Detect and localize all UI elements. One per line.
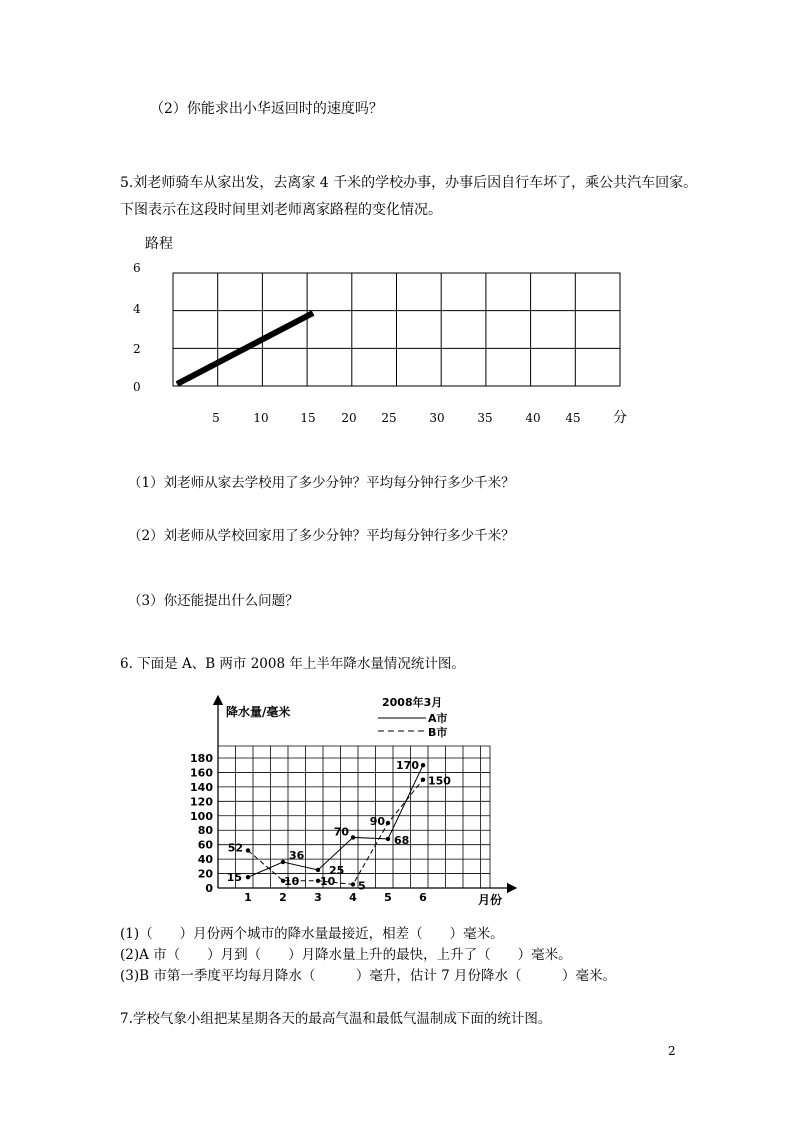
chart2-grid [218,746,490,888]
y-tick: 100 [190,809,213,823]
series-b-data-label: 10 [320,874,336,888]
series-a-line [248,765,423,877]
series-b-data-label: 10 [284,874,300,888]
chart2-legend-title: 2008年3月 [382,696,443,709]
y-tick: 0 [133,380,141,394]
x-tick: 20 [341,411,357,425]
q5-line2: 下图表示在这段时间里刘老师离家路程的变化情况。 [120,202,442,218]
q5-line1: 5.刘老师骑车从家出发，去离家 4 千米的学校办事，办事后因自行车坏了，乘公共汽车回家。 [120,175,698,191]
series-b-point [421,777,425,781]
q6-blank2: (2)A 市（ ）月到（ ）月降水量上升的最快，上升了（ ）毫米。 [120,947,572,963]
y-tick: 4 [133,302,141,316]
series-a-data-label: 25 [329,863,345,877]
x-tick: 10 [253,411,269,425]
y-tick: 160 [190,766,213,780]
chart1-grid [173,273,620,386]
q6-line1: 6. 下面是 A、B 两市 2008 年上半年降水量情况统计图。 [120,656,465,672]
y-tick: 20 [197,867,213,881]
series-b-data-label: 5 [358,879,366,893]
series-a-data-label: 68 [394,833,410,847]
series-a-point [246,875,250,879]
series-b-point [386,821,390,825]
chart1-ylabel: 路程 [145,236,173,252]
page-number: 2 [668,1044,676,1058]
y-tick: 0 [205,882,213,895]
series-a-data-label: 15 [226,871,242,885]
chart1-yticks [133,261,141,394]
y-tick: 40 [197,853,213,867]
series-b-point [351,882,355,886]
series-b-data-label: 90 [369,815,385,828]
series-a-point [281,860,285,864]
chart1-x-unit: 分 [613,410,627,426]
y-tick: 80 [197,824,213,838]
precipitation-chart [0,685,794,910]
x-tick: 6 [419,891,427,904]
chart1-xticks [212,411,580,425]
x-tick: 1 [244,891,252,904]
q5-sub1: （1）刘老师从家去学校用了多少分钟？平均每分钟行多少千米？ [128,475,515,491]
q5-sub3: （3）你还能提出什么问题？ [128,593,299,609]
chart2-legend [378,711,448,739]
chart2-xlabel: 月份 [478,893,503,907]
distance-chart [0,225,794,430]
x-tick: 3 [314,891,322,904]
y-tick: 140 [190,780,213,794]
series-a-point [316,868,320,872]
q7-text: 7.学校气象小组把某星期各天的最高气温和最低气温制成下面的统计图。 [120,1011,552,1027]
series-a-point [421,763,425,767]
y-tick: 2 [133,342,141,356]
x-tick: 4 [349,891,357,904]
chart2-ylabel: 降水量/毫米 [226,705,291,719]
legend-a-label: A市 [428,712,448,725]
x-tick: 5 [384,891,392,904]
x-tick: 2 [279,891,287,904]
y-tick: 6 [133,261,141,275]
y-tick: 180 [190,752,213,765]
x-tick: 30 [429,411,445,425]
series-a-data-label: 170 [396,759,419,773]
x-tick: 40 [525,411,541,425]
x-tick: 5 [212,411,220,425]
x-tick: 45 [565,411,581,425]
q4-sub2: （2）你能求出小华返回时的速度吗？ [150,101,383,117]
x-tick: 25 [381,411,397,425]
q6-blank3: (3)B 市第一季度平均每月降水（ ）毫升，估计 7 月份降水（ ）毫米。 [120,968,617,984]
series-b-data-label: 150 [428,774,451,788]
q5-sub2: （2）刘老师从学校回家用了多少分钟？平均每分钟行多少千米？ [128,528,515,544]
x-tick: 35 [477,411,493,425]
chart2-xticks [244,891,427,904]
x-tick: 15 [300,411,316,425]
series-b-data-label: 52 [227,841,243,855]
chart2-series [227,759,452,892]
series-a-data-label: 36 [289,849,305,862]
q6-blank1: (1)（ ）月份两个城市的降水量最接近，相差（ ）毫米。 [120,926,504,942]
y-tick: 120 [190,795,213,809]
legend-b-label: B市 [428,726,448,739]
chart2-yticks [190,752,213,895]
series-a-point [386,837,390,841]
series-a-data-label: 70 [333,825,349,839]
series-b-point [246,848,250,852]
series-a-point [351,835,355,839]
y-tick: 60 [197,838,213,852]
